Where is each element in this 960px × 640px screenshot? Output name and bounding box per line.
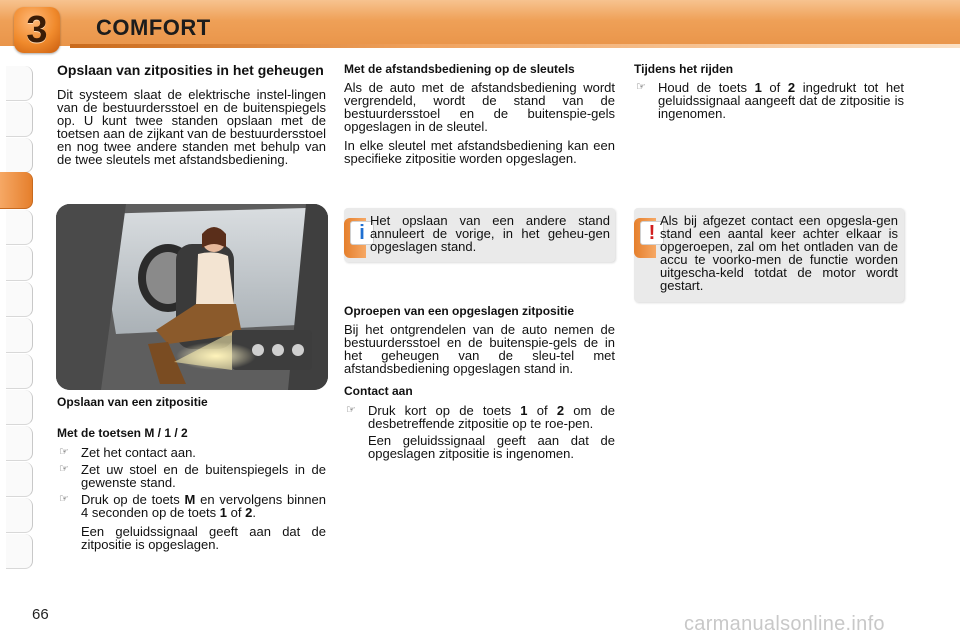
pointing-hand-icon: ☞ — [346, 404, 356, 416]
section-heading-recall: Oproepen van een opgeslagen zitpositie — [344, 304, 575, 318]
pointing-hand-icon: ☞ — [636, 81, 646, 93]
car-interior-illustration — [56, 204, 328, 390]
warning-note-box — [634, 208, 904, 302]
chapter-tab[interactable] — [6, 462, 33, 497]
list-item: ☞ Druk op de toets M en vervolgens binnen 4 seconden op de toets 1 of 2. — [59, 492, 326, 520]
subheading-save-position: Opslaan van een zitpositie — [57, 395, 208, 409]
pointing-hand-icon: ☞ — [59, 493, 69, 505]
chapter-tab[interactable] — [6, 318, 33, 353]
chapter-tab[interactable] — [6, 102, 33, 137]
confirmation-text: Een geluidssignaal geeft aan dat de zitpositie is opgeslagen. — [81, 524, 326, 552]
section-heading-remote: Met de afstandsbediening op de sleutels — [344, 62, 575, 76]
remote-paragraph-1: Als de auto met de afstandsbediening wordt vergrendeld, wordt de stand van de bestuurdersstoel en de buitenspie-gels opgeslagen in de sleutel. — [344, 80, 615, 134]
chapter-tab[interactable] — [6, 534, 33, 569]
chapter-tab[interactable] — [6, 282, 33, 317]
chapter-badge: 3 — [14, 7, 60, 53]
recall-paragraph: Bij het ontgrendelen van de auto nemen de bestuurdersstoel en de buitenspie-gels de in het geheugen van de sleu-tel met afstandsbediening opgeslagen stand in. — [344, 322, 615, 376]
subheading-keys: Met de toetsen M / 1 / 2 — [57, 426, 188, 440]
chapter-tab[interactable] — [6, 390, 33, 425]
list-item: ☞ Zet uw stoel en de buitenspiegels in de gewenste stand. — [59, 462, 326, 490]
pointing-hand-icon: ☞ — [59, 463, 69, 475]
chapter-tab[interactable] — [6, 354, 33, 389]
chapter-tab[interactable] — [6, 66, 33, 101]
chapter-tab[interactable] — [6, 246, 33, 281]
page-number: 66 — [32, 606, 49, 623]
chapter-tab[interactable] — [6, 426, 33, 461]
header-underline — [70, 44, 960, 48]
subheading-ignition-on: Contact aan — [344, 384, 413, 398]
chapter-tab-strip — [0, 66, 40, 576]
section-heading: Opslaan van zitposities in het geheugen — [57, 62, 324, 78]
column-middle-lower — [344, 305, 615, 460]
pointing-hand-icon: ☞ — [59, 446, 69, 458]
info-icon: i — [350, 221, 374, 245]
column-middle — [344, 63, 615, 165]
column-left-lower — [57, 396, 326, 551]
page-title: COMFORT — [96, 15, 211, 40]
info-note-box — [344, 208, 615, 262]
remote-paragraph-2: In elke sleutel met afstandsbediening kan een specifieke zitpositie worden opgeslagen. — [344, 138, 615, 166]
chapter-tab-active[interactable] — [0, 172, 33, 209]
info-note-text: Het opslaan van een andere stand annuleert de vorige, in het geheu-gen opgeslagen stand. — [370, 213, 610, 254]
warning-note-text: Als bij afgezet contact een opgesla-gen stand een aantal keer achter elkaar is opgeroepen, zal om het ontladen van de accu te voorko-men de functie worden uitgescha-keld totdat de motor wordt gestart. — [660, 213, 898, 293]
driver-seat-photo — [56, 204, 328, 390]
list-item: ☞ Zet het contact aan. — [59, 445, 196, 460]
list-item: ☞ Druk kort op de toets 1 of 2 om de desbetreffende zitpositie op te roe-pen. — [346, 403, 615, 431]
section-heading-driving: Tijdens het rijden — [634, 62, 734, 76]
list-item: ☞ Houd de toets 1 of 2 ingedrukt tot het geluidssignaal aangeeft dat de zitpositie is ingenomen. — [636, 80, 904, 121]
chapter-tab[interactable] — [6, 210, 33, 245]
warning-icon: ! — [640, 221, 664, 245]
chapter-tab[interactable] — [6, 138, 33, 173]
watermark: carmanualsonline.info — [684, 613, 885, 635]
chapter-tab[interactable] — [6, 498, 33, 533]
intro-paragraph: Dit systeem slaat de elektrische instel-lingen van de bestuurdersstoel en de buitenspiegels op. U kunt twee standen opslaan met de toetsen aan de zijkant van de bestuurdersstoel en nog twee andere standen met behulp van de twee sleutels met afstandsbediening. — [57, 87, 326, 167]
column-right — [634, 63, 904, 120]
confirmation-text: Een geluidssignaal geeft aan dat de opgeslagen zitpositie is ingenomen. — [368, 433, 615, 461]
column-left — [57, 63, 326, 166]
